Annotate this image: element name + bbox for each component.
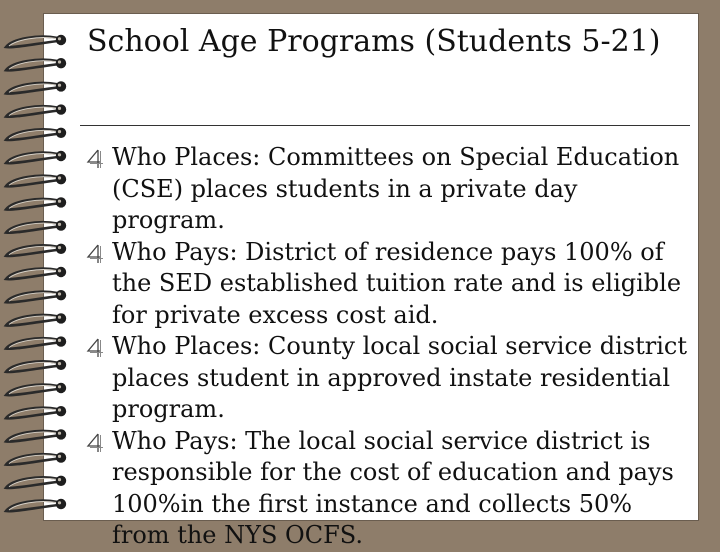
bullet-item (86, 331, 696, 426)
digit-four-bullet-icon (86, 243, 108, 265)
binding-ring (6, 128, 66, 140)
bullet-text: Who Places: County local social service district places student in approved instate residential program. (112, 332, 687, 423)
binding-ring (6, 499, 66, 511)
binding-ring (6, 360, 66, 372)
bullet-text: Who Places: Committees on Special Education (CSE) places students in a private day program. (112, 143, 680, 234)
binding-ring (6, 267, 66, 279)
title-divider (80, 125, 690, 126)
binding-ring (6, 197, 66, 209)
digit-four-bullet-icon (86, 432, 108, 454)
binding-ring (6, 313, 66, 325)
binding-ring (6, 290, 66, 302)
binding-ring (6, 336, 66, 348)
spiral-binding (0, 0, 90, 540)
binding-ring (6, 476, 66, 488)
bullet-item (86, 142, 696, 237)
binding-ring (6, 406, 66, 418)
binding-ring (6, 58, 66, 70)
binding-ring (6, 174, 66, 186)
slide-title: School Age Programs (Students 5-21) (87, 24, 661, 59)
binding-ring (6, 35, 66, 47)
binding-ring (6, 81, 66, 93)
bullet-text: Who Pays: District of residence pays 100% of the SED established tuition rate and is eligible for private excess cost aid. (112, 237, 682, 329)
digit-four-bullet-icon (86, 148, 108, 170)
binding-ring (6, 429, 66, 441)
binding-ring (6, 244, 66, 256)
binding-ring (6, 104, 66, 116)
binding-ring (6, 151, 66, 163)
binding-ring (6, 452, 66, 464)
bullet-list (86, 142, 696, 552)
binding-ring (6, 383, 66, 395)
bullet-text: Who Pays: The local social service district is responsible for the cost of education and pays 100%in the first instance and collects 50% from the NYS OCFS. (112, 426, 674, 549)
bullet-item (86, 426, 696, 552)
digit-four-bullet-icon (86, 337, 108, 359)
bullet-item (86, 237, 696, 332)
binding-ring (6, 220, 66, 232)
